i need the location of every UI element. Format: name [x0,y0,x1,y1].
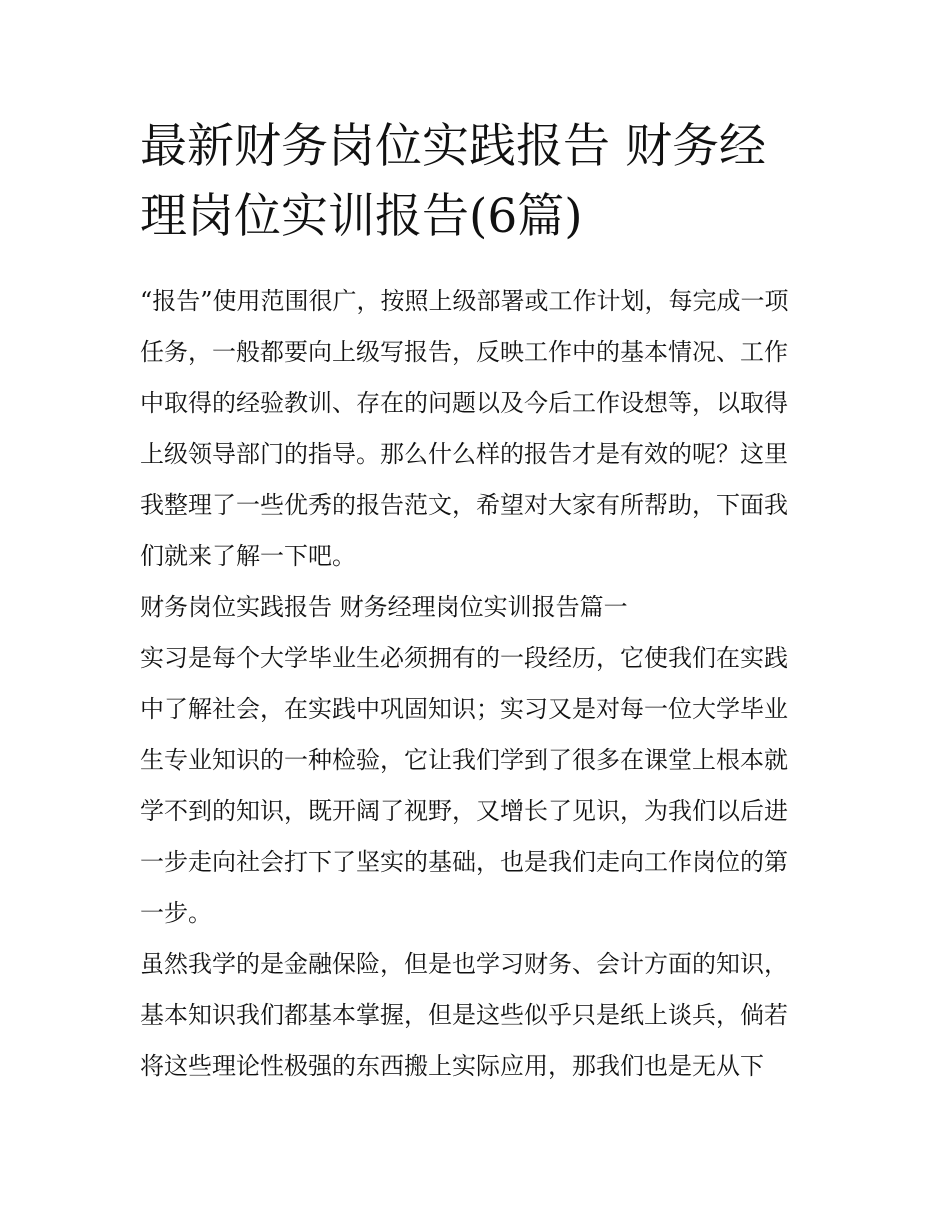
paragraph-line: 生专业知识的一种检验，它让我们学到了很多在课堂上根本就 [140,746,788,774]
document-body [140,276,820,1092]
paragraph-line: 实习是每个大学毕业生必须拥有的一段经历，它使我们在实践 [140,644,788,672]
paragraph-line: 中了解社会，在实践中巩固知识；实习又是对每一位大学毕业 [140,695,788,723]
paragraph-line: 将这些理论性极强的东西搬上实际应用，那我们也是无从下 [140,1052,764,1080]
document-title [140,112,820,252]
title-line-2: 理岗位实训报告(6篇) [140,189,583,244]
paragraph-line: 基本知识我们都基本掌握，但是这些似乎只是纸上谈兵，倘若 [140,1001,788,1029]
intro-paragraph [140,276,820,582]
intro-line: 上级领导部门的指导。那么什么样的报告才是有效的呢？这里 [140,440,788,468]
paragraph-1 [140,633,820,939]
section-heading: 财务岗位实践报告 财务经理岗位实训报告篇一 [140,593,628,621]
intro-line: 中取得的经验教训、存在的问题以及今后工作设想等，以取得 [140,389,788,417]
paragraph-line: 学不到的知识，既开阔了视野，又增长了见识，为我们以后进 [140,797,788,825]
paragraph-2 [140,939,820,1092]
intro-line: 任务，一般都要向上级写报告，反映工作中的基本情况、工作 [140,338,788,366]
intro-line: 们就来了解一下吧。 [140,542,356,570]
paragraph-line: 一步。 [140,899,212,927]
title-line-1: 最新财务岗位实践报告 财务经 [140,119,766,174]
intro-line: 我整理了一些优秀的报告范文，希望对大家有所帮助，下面我 [140,491,788,519]
intro-line: “报告”使用范围很广，按照上级部署或工作计划，每完成一项 [140,287,789,315]
paragraph-line: 一步走向社会打下了坚实的基础，也是我们走向工作岗位的第 [140,848,788,876]
paragraph-line: 虽然我学的是金融保险，但是也学习财务、会计方面的知识， [140,950,788,978]
